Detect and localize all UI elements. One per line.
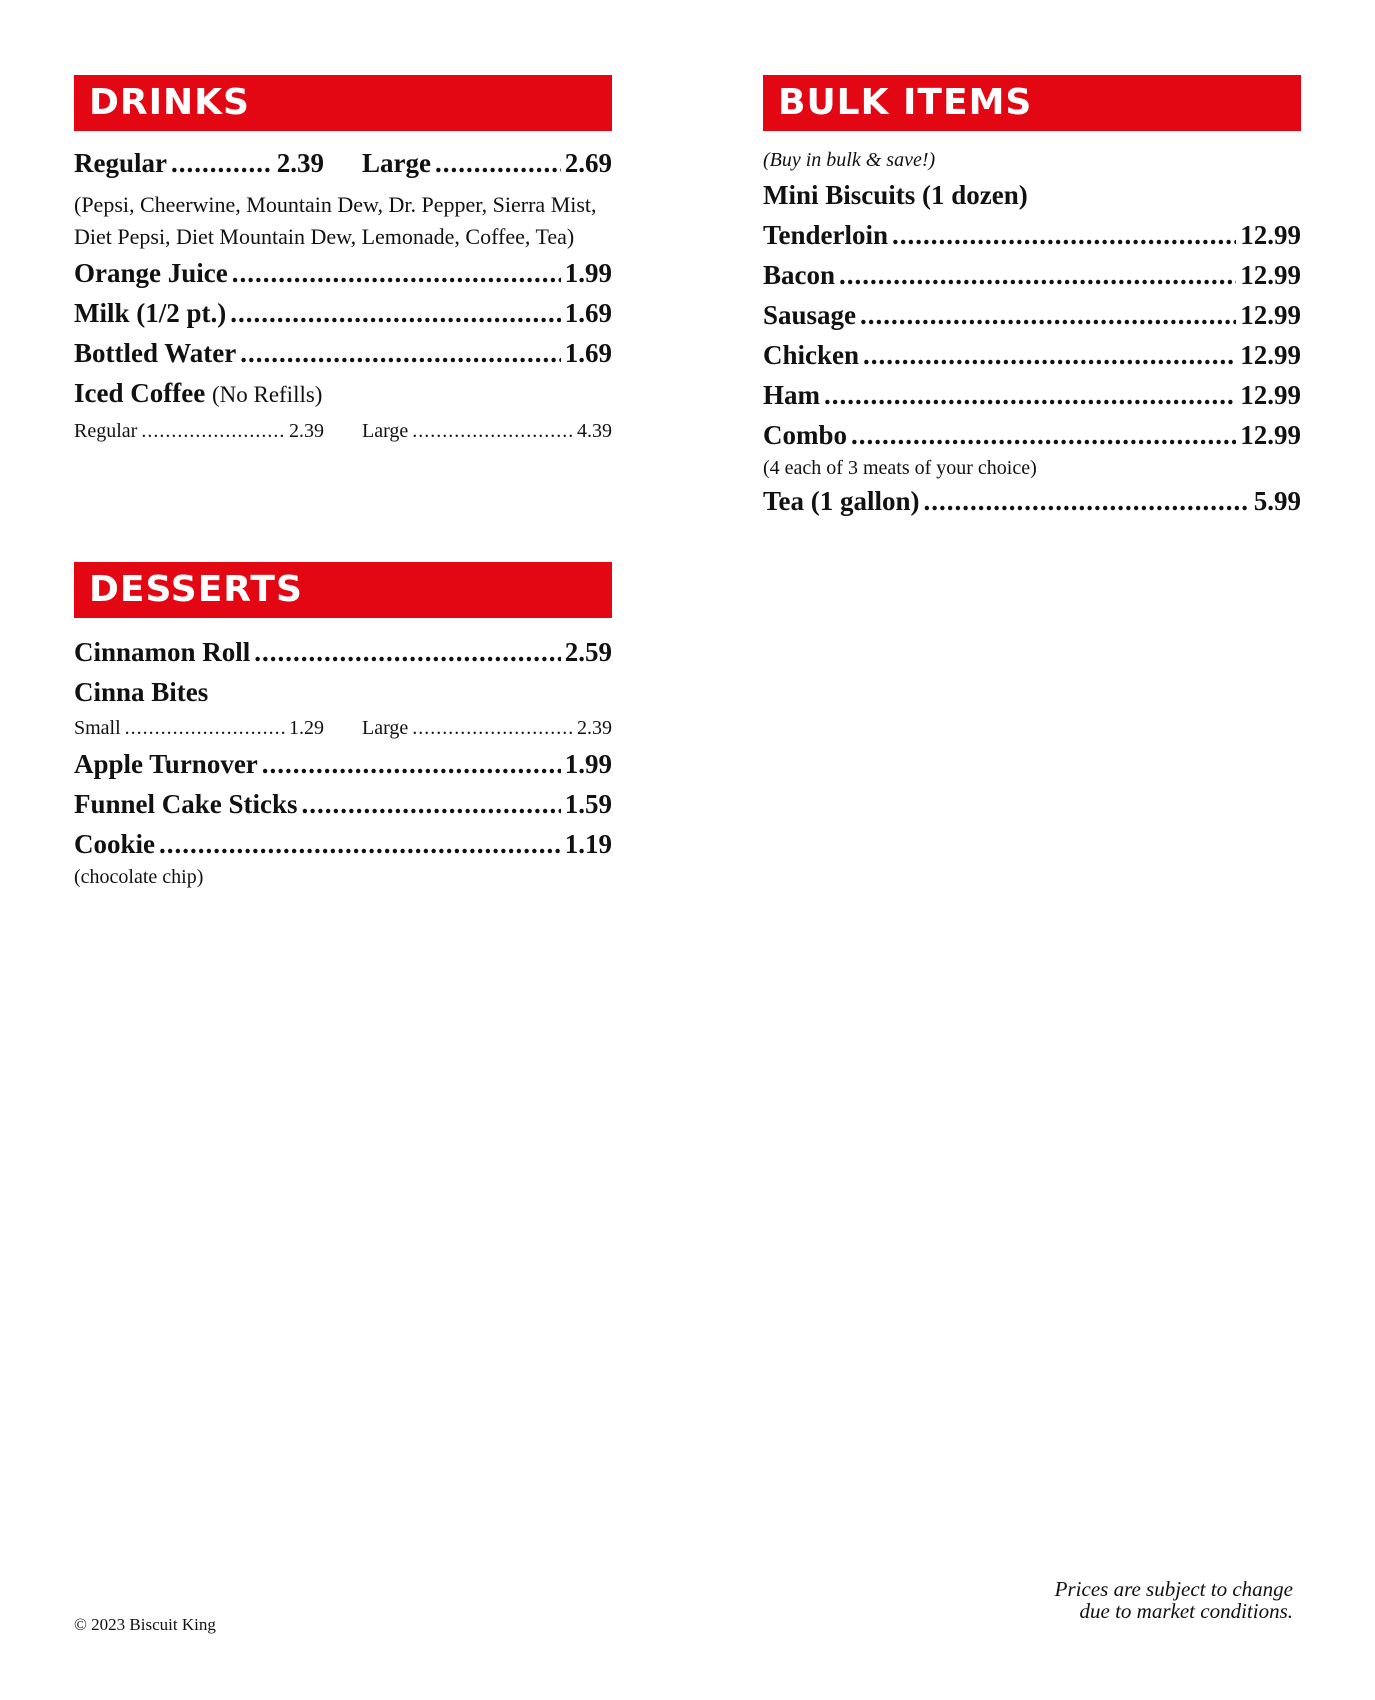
disclaimer-line-2: due to market conditions. (1079, 1599, 1293, 1623)
item-price: 12.99 (1240, 260, 1301, 290)
item-price: 12.99 (1240, 300, 1301, 330)
cookie-note: (chocolate chip) (74, 866, 204, 888)
item-price: 2.69 (564, 148, 612, 178)
dot-leader (232, 253, 561, 293)
menu-item-bottled-water (74, 333, 612, 373)
iced-coffee-prices (74, 415, 612, 447)
menu-item-tenderloin (763, 215, 1301, 255)
disclaimer-line-1: Prices are subject to change (1054, 1577, 1293, 1601)
item-name: Bacon (763, 260, 836, 290)
iced-coffee-regular-row (74, 415, 324, 447)
desserts-header (74, 562, 612, 618)
dot-leader (171, 143, 273, 183)
menu-item-bacon (763, 255, 1301, 295)
bulk-items-section (763, 75, 1301, 521)
dot-leader (824, 375, 1236, 415)
dot-leader (860, 295, 1236, 335)
item-price: 2.39 (289, 420, 324, 442)
dot-leader (892, 215, 1236, 255)
drinks-section (74, 75, 612, 447)
item-price: 12.99 (1240, 380, 1301, 410)
item-name: Cinnamon Roll (74, 637, 251, 667)
item-name: Apple Turnover (74, 749, 258, 779)
menu-item-ham (763, 375, 1301, 415)
copyright-notice: © 2023 Biscuit King (74, 1615, 216, 1634)
fountain-drink-prices (74, 143, 612, 183)
menu-item-sausage (763, 295, 1301, 335)
item-price: 4.39 (577, 420, 612, 442)
item-name: Cookie (74, 829, 155, 859)
menu-item-combo (763, 415, 1301, 455)
fountain-flavors-note: (Pepsi, Cheerwine, Mountain Dew, Dr. Pepper, Sierra Mist, Diet Pepsi, Diet Mountain Dew, Lemonade, Coffee, Tea) (74, 192, 597, 249)
menu-item-chicken (763, 335, 1301, 375)
dot-leader (851, 415, 1236, 455)
combo-note: (4 each of 3 meats of your choice) (763, 457, 1037, 479)
item-price: 12.99 (1240, 220, 1301, 250)
item-name: Chicken (763, 340, 860, 370)
desserts-section (74, 562, 612, 890)
dot-leader (141, 415, 285, 447)
menu-item-cinnamon-roll (74, 632, 612, 672)
item-price: 1.29 (289, 717, 324, 739)
menu-item-iced-coffee (74, 373, 612, 415)
item-name: Orange Juice (74, 258, 228, 288)
item-name: Regular (74, 148, 167, 178)
price-disclaimer (1055, 1578, 1293, 1622)
cinna-bites-small-row (74, 712, 324, 744)
item-price: 12.99 (1240, 420, 1301, 450)
desserts-list (74, 632, 612, 890)
fountain-large-row (362, 143, 612, 183)
menu-item-funnel-cake-sticks (74, 784, 612, 824)
menu-item-apple-turnover (74, 744, 612, 784)
dot-leader (240, 333, 561, 373)
menu-item-cinna-bites (74, 672, 612, 712)
item-name: Bottled Water (74, 338, 237, 368)
dot-leader (839, 255, 1236, 295)
size-label: Large (362, 717, 409, 739)
item-name: Funnel Cake Sticks (74, 789, 298, 819)
dot-leader (262, 744, 561, 784)
item-name: Tenderloin (763, 220, 889, 250)
item-price: 1.59 (564, 789, 612, 819)
menu-item-cookie (74, 824, 612, 864)
dot-leader (254, 632, 560, 672)
drinks-title: DRINKS (89, 82, 250, 123)
item-name: Sausage (763, 300, 857, 330)
item-note: (No Refills) (211, 382, 323, 407)
item-price: 1.69 (564, 338, 612, 368)
item-name: Large (362, 148, 431, 178)
item-price: 1.19 (564, 829, 612, 859)
dot-leader (435, 143, 561, 183)
item-name: Cinna Bites (74, 677, 209, 707)
drinks-header (74, 75, 612, 131)
bulk-items-list (763, 145, 1301, 521)
dot-leader (125, 712, 285, 744)
menu-item-tea-gallon (763, 481, 1301, 521)
menu-item-orange-juice (74, 253, 612, 293)
item-price: 1.69 (564, 298, 612, 328)
item-price: 2.59 (564, 637, 612, 667)
dot-leader (302, 784, 561, 824)
drinks-list (74, 143, 612, 447)
item-name: Ham (763, 380, 820, 410)
item-name: Combo (763, 420, 848, 450)
fountain-regular-row (74, 143, 324, 183)
bulk-tagline: (Buy in bulk & save!) (763, 149, 936, 171)
dot-leader (159, 824, 561, 864)
dot-leader (412, 712, 573, 744)
dot-leader (924, 481, 1250, 521)
mini-biscuits-heading: Mini Biscuits (1 dozen) (763, 180, 1028, 210)
item-name: Milk (1/2 pt.) (74, 298, 227, 328)
item-price: 1.99 (564, 749, 612, 779)
item-price: 12.99 (1240, 340, 1301, 370)
menu-item-milk (74, 293, 612, 333)
item-price: 1.99 (564, 258, 612, 288)
bulk-items-header (763, 75, 1301, 131)
bulk-items-title: BULK ITEMS (778, 82, 1033, 123)
size-label: Regular (74, 420, 138, 442)
cinna-bites-prices (74, 712, 612, 744)
cinna-bites-large-row (362, 712, 612, 744)
iced-coffee-large-row (362, 415, 612, 447)
item-price: 2.39 (276, 148, 324, 178)
dot-leader (412, 415, 573, 447)
size-label: Small (74, 717, 121, 739)
item-price: 5.99 (1253, 486, 1301, 516)
item-name: Tea (1 gallon) (763, 486, 920, 516)
dot-leader (863, 335, 1236, 375)
dot-leader (230, 293, 561, 333)
size-label: Large (362, 420, 409, 442)
item-name: Iced Coffee (74, 378, 206, 408)
item-price: 2.39 (577, 717, 612, 739)
desserts-title: DESSERTS (89, 569, 303, 610)
